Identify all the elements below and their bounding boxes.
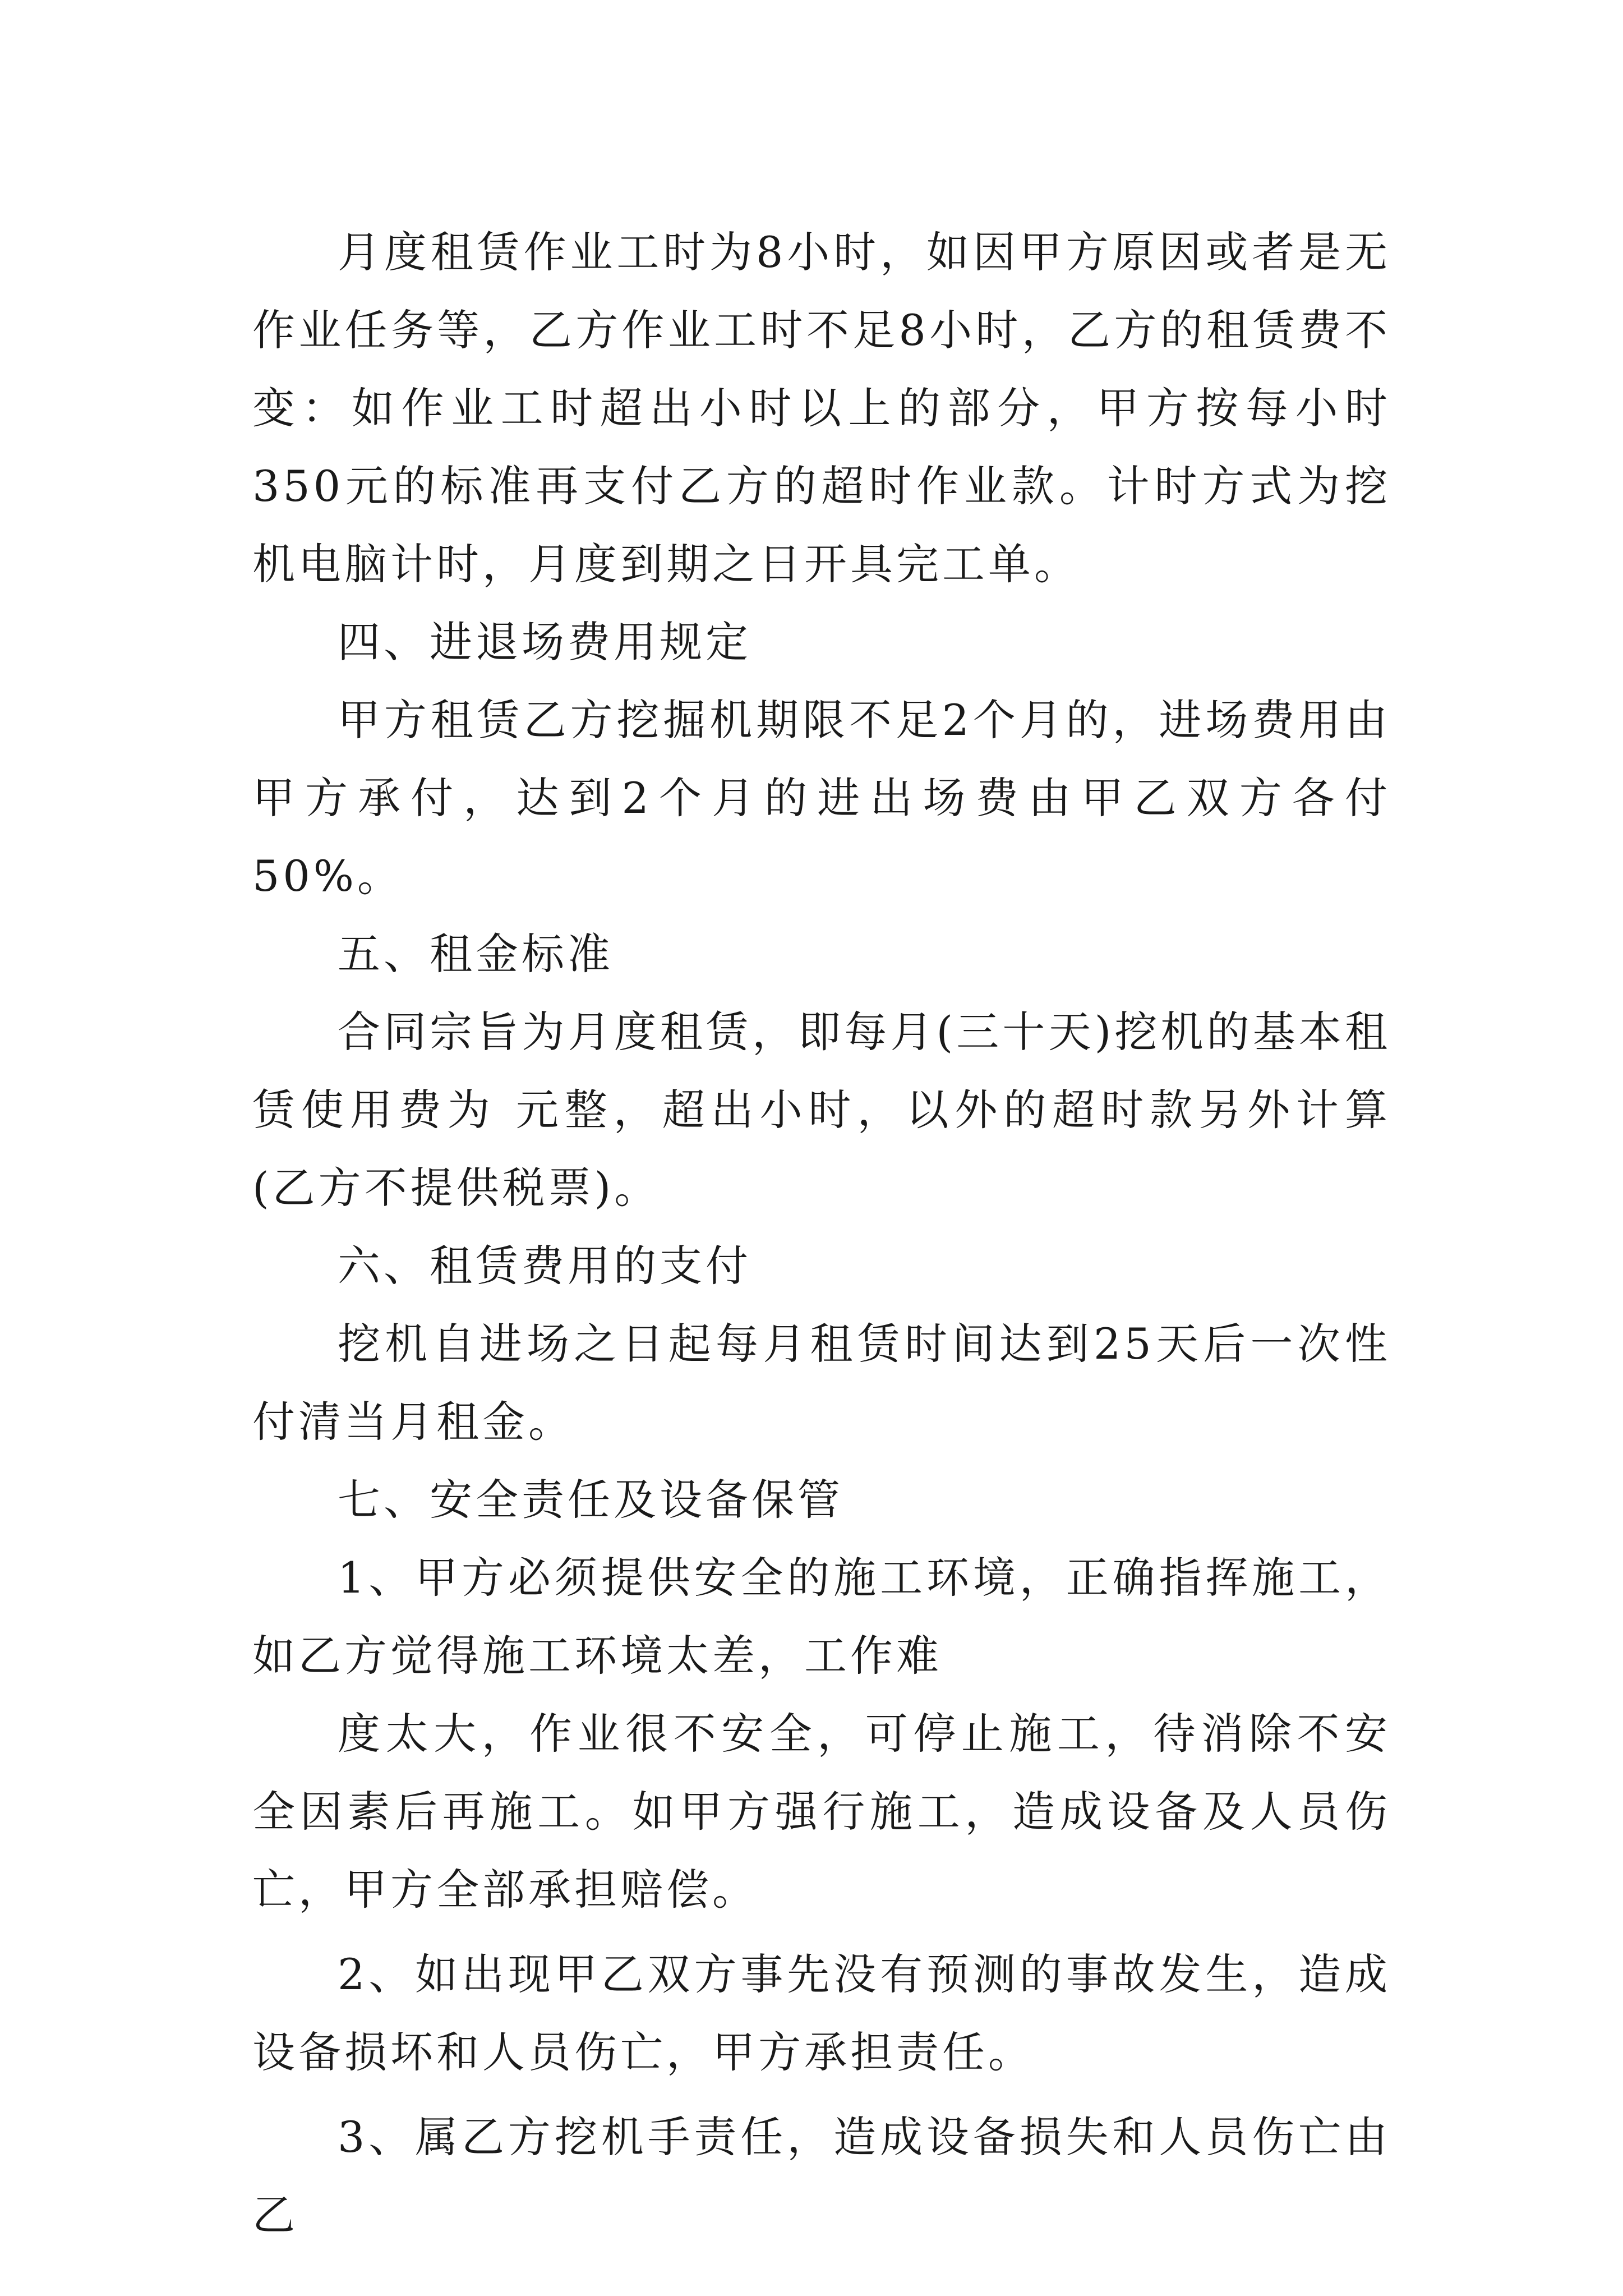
heading-rent-standard: 五、租金标准	[338, 929, 614, 979]
paragraph-entry-exit-fees: 甲方租赁乙方挖掘机期限不足2个月的，进场费用由甲方承付，达到2个月的进出场费由甲乙双方各付50%。	[252, 695, 1391, 901]
paragraph-rent-standard: 合同宗旨为月度租赁，即每月(三十天)挖机的基本租赁使用费为 元整，超出小时，以外的超时款另外计算(乙方不提供税票)。	[252, 1007, 1391, 1213]
paragraph-rent-payment: 挖机自进场之日起每月租赁时间达到25天后一次性付清当月租金。	[252, 1319, 1391, 1447]
paragraph-safety-item-1-continued: 度太大，作业很不安全，可停止施工，待消除不安全因素后再施工。如甲方强行施工，造成设备及人员伤亡，甲方全部承担赔偿。	[252, 1709, 1391, 1915]
paragraph-safety-item-3: 3、属乙方挖机手责任，造成设备损失和人员伤亡由乙	[252, 2112, 1391, 2240]
paragraph-monthly-hours: 月度租赁作业工时为8小时，如因甲方原因或者是无作业任务等，乙方作业工时不足8小时，乙方的租赁费不变：如作业工时超出小时以上的部分，甲方按每小时350元的标准再支付乙方的超时作业款。计时方式为挖机电脑计时，月度到期之日开具完工单。	[252, 227, 1391, 589]
document-body	[252, 213, 1391, 2254]
heading-entry-exit-fees: 四、进退场费用规定	[338, 617, 751, 667]
paragraph-safety-item-2: 2、如出现甲乙双方事先没有预测的事故发生，造成设备损坏和人员伤亡，甲方承担责任。	[252, 1949, 1391, 2077]
paragraph-safety-item-1: 1、甲方必须提供安全的施工环境，正确指挥施工，如乙方觉得施工环境太差，工作难	[252, 1553, 1391, 1681]
heading-rent-payment: 六、租赁费用的支付	[338, 1241, 751, 1291]
heading-safety-responsibility: 七、安全责任及设备保管	[338, 1475, 843, 1525]
